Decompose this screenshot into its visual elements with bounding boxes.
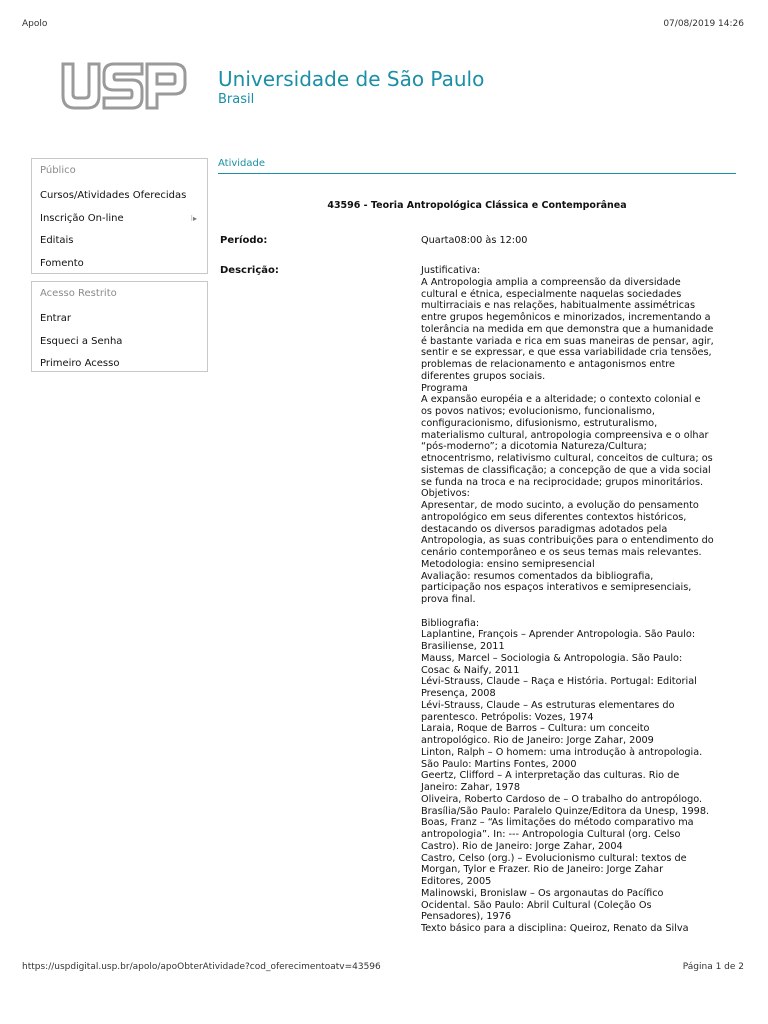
- descricao-label: Descrição:: [220, 265, 279, 276]
- descricao-line: Janeiro: Zahar, 1978: [421, 782, 521, 793]
- university-name: Universidade de São Paulo: [218, 67, 485, 91]
- menu-item-esqueci-senha[interactable]: [32, 331, 207, 354]
- descricao-line: Programa: [421, 382, 468, 394]
- descricao-line: configuracionismo, difusionismo, estruturalismo,: [421, 417, 658, 429]
- public-menu: [31, 158, 208, 274]
- descricao-line: Linton, Ralph – O homem: uma introdução à antropologia.: [421, 746, 703, 758]
- menu-item-label: Entrar: [40, 313, 71, 324]
- descricao-line: São Paulo: Martins Fontes, 2000: [421, 758, 577, 770]
- descricao-line: entre grupos hegemônicos e minorizados, incrementando a: [421, 312, 711, 323]
- descricao-line: sistemas de classificação; a concepção de que a vida social: [421, 464, 711, 476]
- menu-item-label: Editais: [40, 235, 74, 246]
- tab-atividade[interactable]: Atividade: [218, 158, 266, 169]
- public-menu-heading: Público: [40, 165, 76, 176]
- descricao-line: antropológico em seus diferentes contextos históricos,: [421, 511, 687, 523]
- descricao-line: A Antropologia amplia a compreensão da diversidade: [421, 276, 681, 288]
- descricao-line: Mauss, Marcel – Sociologia & Antropologia. São Paulo:: [421, 652, 683, 664]
- descricao-line: Laraia, Roque de Barros – Cultura: um conceito: [421, 723, 650, 735]
- descricao-line: parentesco. Petrópolis: Vozes, 1974: [421, 711, 594, 723]
- print-header-datetime: 07/08/2019 14:26: [663, 19, 744, 29]
- university-country: Brasil: [218, 92, 255, 107]
- descricao-line: Morgan, Tylor e Frazer. Rio de Janeiro: Jorge Zahar: [421, 864, 664, 876]
- descricao-line: Oliveira, Roberto Cardoso de – O trabalho do antropólogo.: [421, 793, 703, 805]
- print-footer-url[interactable]: https://uspdigital.usp.br/apolo/apoObterAtividade?cod_oferecimentoatv=43596: [22, 962, 381, 972]
- tab-divider: [218, 173, 736, 174]
- descricao-line: Boas, Franz – “As limitações do método comparativo ma: [421, 817, 694, 829]
- menu-item-label: Cursos/Atividades Oferecidas: [40, 190, 187, 201]
- descricao-line: Lévi-Strauss, Claude – As estruturas elementares do: [421, 699, 675, 711]
- descricao-line: Bibliografia:: [421, 617, 480, 629]
- descricao-line: participação nos espaços interativos e semipresenciais,: [421, 582, 692, 594]
- usp-logo[interactable]: [60, 62, 188, 110]
- descricao-line: materialismo cultural, antropologia compreensiva e o olhar: [421, 429, 709, 441]
- descricao-line: Castro, Celso (org.) – Evolucionismo cultural: textos de: [421, 852, 687, 864]
- descricao-line: Brasiliense, 2011: [421, 641, 505, 652]
- descricao-line: Apresentar, de modo sucinto, a evolução do pensamento: [421, 500, 699, 511]
- descricao-line: Justificativa:: [421, 265, 481, 276]
- usp-logo-graphic: [60, 62, 188, 110]
- periodo-label: Período:: [220, 235, 268, 246]
- descricao-line: prova final.: [421, 594, 476, 605]
- descricao-line: Malinowski, Bronislaw – Os argonautas do Pacífico: [421, 887, 664, 899]
- activity-title: 43596 - Teoria Antropológica Clássica e Contemporânea: [327, 200, 627, 211]
- descricao-line: A expansão européia e a alteridade; o contexto colonial e: [421, 394, 701, 406]
- descricao-line: se funda na troca e na reciprocidade; grupos minoritários.: [421, 476, 704, 488]
- descricao-line: Antropologia, as suas contribuições para o entendimento do: [421, 535, 714, 547]
- menu-item-inscricao[interactable]: [32, 208, 207, 231]
- menu-item-fomento[interactable]: [32, 253, 207, 276]
- menu-item-label: Primeiro Acesso: [40, 358, 120, 369]
- descricao-line: Presença, 2008: [421, 688, 496, 699]
- descricao-line: destacando os diversos paradigmas adotados pela: [421, 523, 668, 535]
- descricao-line: Lévi-Strauss, Claude – Raça e História. Portugal: Editorial: [421, 676, 697, 688]
- descricao-line: Metodologia: ensino semipresencial: [421, 558, 595, 570]
- descricao-line: “pós-moderno”; a dicotomia Natureza/Cultura;: [421, 441, 647, 453]
- periodo-value: Quarta08:00 às 12:00: [421, 235, 528, 246]
- descricao-line: cenário contemporâneo e os seus temas mais relevantes.: [421, 547, 702, 558]
- descricao-line: Editores, 2005: [421, 876, 492, 887]
- descricao-line: Objetivos:: [421, 488, 470, 500]
- menu-item-cursos[interactable]: [32, 185, 207, 208]
- print-header-app: Apolo: [22, 19, 48, 29]
- menu-item-label: Esqueci a Senha: [40, 335, 123, 347]
- descricao-line: multirraciais e nas relações, habitualmente assimétricas: [421, 300, 696, 312]
- descricao-line: Geertz, Clifford – A interpretação das culturas. Rio de: [421, 770, 680, 782]
- menu-item-entrar[interactable]: [32, 308, 207, 331]
- descricao-line: é bastante variada e rica em suas maneiras de pensar, agir,: [421, 335, 714, 347]
- descricao-line: antropológico. Rio de Janeiro: Jorge Zahar, 2009: [421, 735, 654, 746]
- descricao-line: Brasília/São Paulo: Paralelo Quinze/Editora da Unesp, 1998.: [421, 805, 710, 817]
- restricted-menu-heading: Acesso Restrito: [40, 288, 117, 299]
- menu-item-editais[interactable]: [32, 230, 207, 253]
- descricao-line: [421, 606, 739, 618]
- descricao-text: [421, 265, 739, 935]
- descricao-line: sentir e se expressar, e que essa variabilidade cria tensões,: [421, 347, 712, 359]
- menu-item-primeiro-acesso[interactable]: [32, 353, 207, 376]
- descricao-line: Texto básico para a disciplina: Queiroz, Renato da Silva: [421, 923, 689, 934]
- descricao-line: etnocentrismo, relativismo cultural, conceitos de cultura; os: [421, 453, 713, 464]
- print-footer-page: Página 1 de 2: [682, 962, 744, 972]
- descricao-line: Castro). Rio de Janeiro: Jorge Zahar, 2004: [421, 840, 623, 852]
- descricao-line: diferentes grupos sociais.: [421, 370, 546, 382]
- descricao-line: os povos nativos; evolucionismo, funcionalismo,: [421, 406, 655, 417]
- descricao-line: antropologia”. In: --- Antropologia Cultural (org. Celso: [421, 829, 681, 840]
- descricao-line: cultural e étnica, especialmente naquelas sociedades: [421, 288, 682, 300]
- descricao-line: Ocidental. São Paulo: Abril Cultural (Coleção Os: [421, 899, 652, 911]
- descricao-line: Cosac & Naify, 2011: [421, 664, 520, 676]
- restricted-menu: [31, 281, 208, 372]
- menu-item-label: Fomento: [40, 257, 84, 269]
- descricao-line: Avaliação: resumos comentados da bibliografia,: [421, 570, 654, 582]
- descricao-line: tolerância na medida em que demonstra que a humanidade: [421, 323, 714, 335]
- submenu-arrow-icon: ⁝▸: [190, 213, 197, 223]
- menu-item-label: Inscrição On-line: [40, 212, 124, 224]
- descricao-line: Pensadores), 1976: [421, 911, 512, 923]
- descricao-line: Laplantine, François – Aprender Antropologia. São Paulo:: [421, 629, 696, 641]
- descricao-line: problemas de relacionamento e antagonismos entre: [421, 359, 675, 370]
